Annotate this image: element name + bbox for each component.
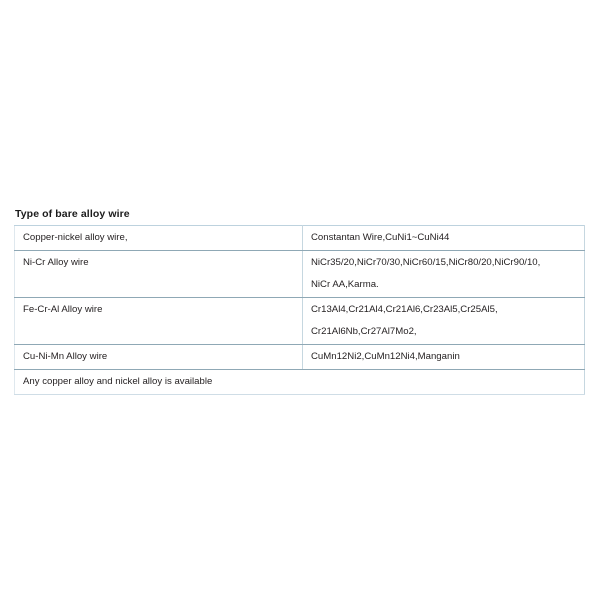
material-line: NiCr35/20,NiCr70/30,NiCr60/15,NiCr80/20,NiCr90/10,: [311, 257, 541, 268]
cell-materials: [303, 345, 585, 370]
cell-category: [15, 251, 303, 298]
table-row: [15, 298, 585, 345]
table-footer-row: [15, 370, 585, 395]
material-line: NiCr AA,Karma.: [311, 279, 379, 290]
table-title: Type of bare alloy wire: [15, 208, 130, 220]
material-line: CuMn12Ni2,CuMn12Ni4,Manganin: [311, 351, 460, 362]
material-line: Constantan Wire,CuNi1~CuNi44: [311, 232, 450, 243]
table-row: [15, 226, 585, 251]
table-row: [15, 251, 585, 298]
footer-note-label: Any copper alloy and nickel alloy is available: [23, 376, 213, 387]
category-label: Ni-Cr Alloy wire: [23, 257, 89, 268]
category-label: Cu-Ni-Mn Alloy wire: [23, 351, 108, 362]
cell-materials: [303, 226, 585, 251]
alloy-specification-table: [14, 225, 585, 395]
cell-footer-note: [15, 370, 585, 395]
category-label: Copper-nickel alloy wire,: [23, 232, 128, 243]
cell-materials: [303, 251, 585, 298]
cell-materials: [303, 298, 585, 345]
material-line: Cr21Al6Nb,Cr27Al7Mo2,: [311, 326, 417, 337]
cell-category: [15, 345, 303, 370]
table-body: [15, 226, 585, 395]
table-row: [15, 345, 585, 370]
alloy-table-block: [14, 207, 584, 395]
category-label: Fe-Cr-Al Alloy wire: [23, 304, 103, 315]
cell-category: [15, 226, 303, 251]
cell-category: [15, 298, 303, 345]
material-line: Cr13Al4,Cr21Al4,Cr21Al6,Cr23Al5,Cr25Al5,: [311, 304, 498, 315]
